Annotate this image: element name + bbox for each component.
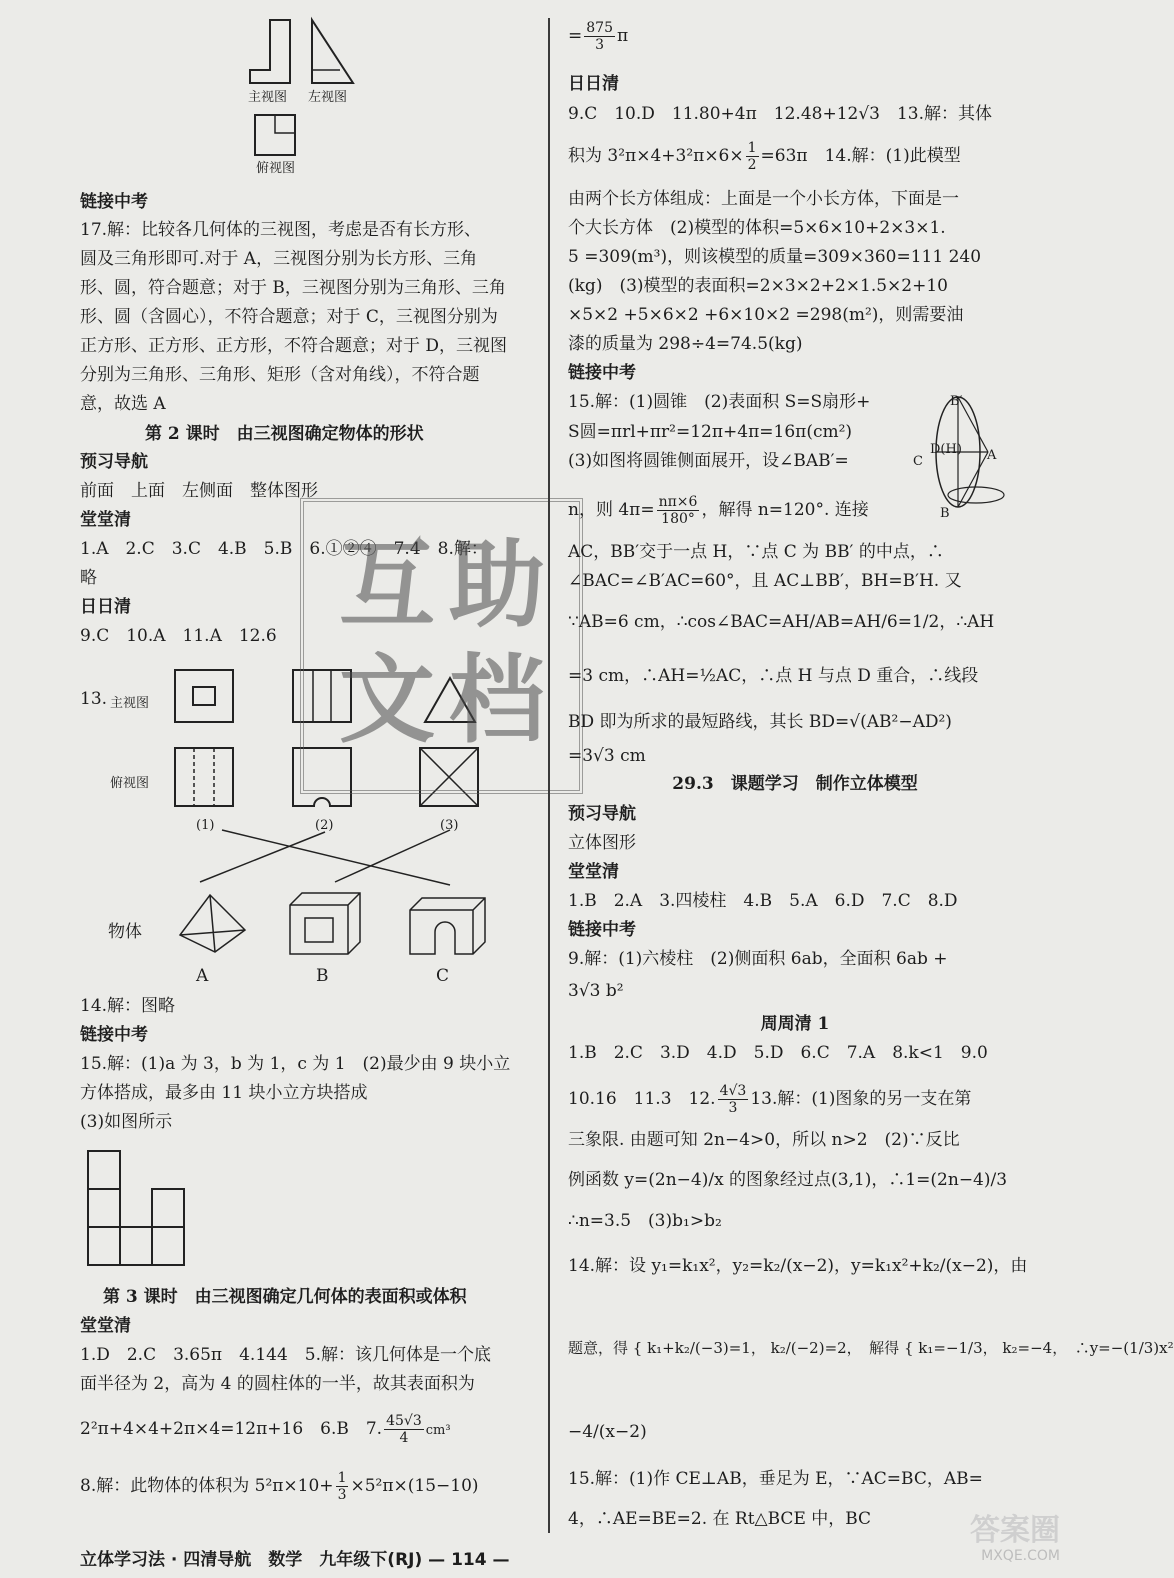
l3-line4-b: ×5²π×(15−10): [350, 1476, 479, 1496]
tangtang-heading: 堂堂清: [80, 510, 131, 530]
q17-line: 形、圆，符合题意；对于 B，三视图分别为三角形、三角: [80, 278, 506, 298]
site-watermark-url: MXQE.COM: [981, 1548, 1060, 1564]
equals: =: [568, 26, 583, 46]
riri-heading-right: 日日清: [568, 74, 619, 94]
right-line-12: [568, 494, 869, 527]
denominator: 180°: [661, 511, 695, 527]
right-line: 由两个长方体组成：上面是一个小长方体，下面是一: [568, 189, 959, 209]
tangtang3-heading: 堂堂清: [80, 1316, 131, 1336]
fig1-label-left: 左视图: [308, 90, 348, 105]
right-line: BD 即为所求的最短路线，其长 BD=√(AB²−AD²): [568, 712, 952, 732]
object-a-label: A: [196, 966, 209, 986]
right-line: (kg) (3)模型的表面积=2×3×2+2×1.5×2+10: [568, 276, 948, 296]
weekly-line: 三象限. 由题可知 2n−4>0，所以 n>2 (2)∵反比: [568, 1130, 960, 1150]
weekly-line: 题意，得 { k₁+k₂/(−3)=1， k₂/(−2)=2， 解得 { k₁=−1/3， k₂=−4， ∴y=−(1/3)x²: [568, 1339, 1174, 1357]
right-line: S圆=πrl+πr²=12π+4π=16π(cm²): [568, 422, 853, 442]
numerator: 1: [747, 140, 757, 156]
q15-block-figure: [85, 1148, 195, 1273]
right-line: 个大长方体 (2)模型的体积=5×6×10+2×3×1.: [568, 218, 946, 238]
preview-heading-right: 预习导航: [568, 804, 636, 824]
fraction: [718, 1083, 749, 1116]
page-footer: 立体学习法 · 四清导航 数学 九年级下(RJ) — 114 —: [80, 1550, 510, 1570]
text: 10.16 11.3 12.: [568, 1089, 716, 1109]
section-29-3-title: 29.3 课题学习 制作立体模型: [672, 774, 918, 794]
riri-heading: 日日清: [80, 597, 131, 617]
stamp-char: 档: [449, 644, 545, 756]
numerator: 45√3: [386, 1413, 422, 1429]
link-exam-heading-right: 链接中考: [568, 363, 636, 383]
right-line: 3√3 b²: [568, 981, 624, 1001]
l3-line-4: [80, 1470, 479, 1503]
q17-line: 17.解：比较各几何体的三视图，考虑是否有长方形、: [80, 220, 482, 240]
right-line: ∠BAC=∠B′AC=60°，且 AC⊥BB′，BH=B′H. 又: [568, 571, 962, 591]
object-b-label: B: [316, 966, 329, 986]
q13-label: 13.: [80, 689, 108, 709]
fig-num-2: (2): [315, 818, 334, 833]
fraction: [336, 1470, 349, 1503]
weekly-line: 例函数 y=(2n−4)/x 的图象经过点(3,1)，∴1=(2n−4)/3: [568, 1170, 1008, 1190]
object-label: 物体: [108, 922, 142, 942]
denominator: 2: [747, 157, 757, 173]
unit: cm³: [425, 1423, 451, 1438]
top-result: [568, 20, 628, 53]
q14-text: 14.解：图略: [80, 996, 176, 1016]
column-divider: [548, 18, 550, 1533]
q17-line: 分别为三角形、三角形、矩形（含对角线），不符合题: [80, 365, 480, 385]
weekly-line-2: [568, 1083, 971, 1116]
riri-answers: 9.C 10.A 11.A 12.6: [80, 626, 277, 646]
cone-label: D(H): [930, 442, 962, 457]
cone-label: B′: [950, 394, 963, 409]
link-exam-heading-right-2: 链接中考: [568, 920, 636, 940]
text: 积为 3²π×4+3²π×6×: [568, 146, 744, 166]
main-view-label: 主视图: [110, 696, 150, 711]
fig1-label-top: 俯视图: [256, 161, 296, 176]
fig1-label-main: 主视图: [248, 90, 288, 105]
preview-answer-right: 立体图形: [568, 833, 636, 853]
text: ，解得 n=120°. 连接: [701, 500, 869, 520]
l3-line: 面半径为 2，高为 4 的圆柱体的一半，故其表面积为: [80, 1374, 475, 1394]
right-line: ×5×2 +5×6×2 +6×10×2 =298(m²)，则需要油: [568, 305, 964, 325]
text: n，则 4π=: [568, 500, 655, 520]
denominator: 4: [399, 1430, 409, 1446]
numerator: 875: [586, 20, 613, 36]
pi: π: [616, 26, 629, 46]
fraction: [384, 1413, 424, 1446]
text: 13.解：(1)图象的另一支在第: [750, 1089, 972, 1109]
q17-line: 形、圆（含圆心），不符合题意；对于 C，三视图分别为: [80, 307, 498, 327]
q15-line: (3)如图所示: [80, 1112, 173, 1132]
fig-num-1: (1): [196, 818, 215, 833]
link-exam-heading: 链接中考: [80, 192, 148, 212]
denominator: 3: [595, 37, 605, 53]
lesson3-title: 第 3 课时 由三视图确定几何体的表面积或体积: [103, 1287, 467, 1307]
tangtang-answers: 1.A 2.C 3.C 4.B 5.B 6.①②④ 7.4 8.解：: [80, 539, 488, 559]
object-c-label: C: [436, 966, 450, 986]
text: =63π 14.解：(1)此模型: [760, 146, 961, 166]
stamp-char: 助: [449, 529, 545, 641]
right-line: (3)如图将圆锥侧面展开，设∠BAB′=: [568, 451, 849, 471]
q17-line: 意，故选 A: [80, 394, 166, 414]
l3-line4-a: 8.解：此物体的体积为 5²π×10+: [80, 1476, 334, 1496]
q15-line: 方体搭成，最多由 11 块小立方块搭成: [80, 1083, 368, 1103]
right-line: 9.解：(1)六棱柱 (2)侧面积 6ab，全面积 6ab +: [568, 949, 948, 969]
lue-text: 略: [80, 568, 97, 588]
right-line: =3√3 cm: [568, 746, 646, 766]
q17-line: 圆及三角形即可.对于 A，三视图分别为长方形、三角: [80, 249, 478, 269]
q17-line: 正方形、正方形、正方形，不符合题意；对于 D，三视图: [80, 336, 508, 356]
cone-label: A: [987, 448, 997, 463]
right-line: 15.解：(1)圆锥 (2)表面积 S=S扇形+: [568, 392, 871, 412]
weekly-line: 1.B 2.C 3.D 4.D 5.D 6.C 7.A 8.k<1 9.0: [568, 1043, 988, 1063]
fraction: [746, 140, 759, 173]
right-line: =3 cm，∴AH=½AC，∴点 H 与点 D 重合，∴线段: [568, 666, 979, 686]
link-exam-heading-2: 链接中考: [80, 1025, 148, 1045]
numerator: nπ×6: [658, 494, 698, 510]
cone-label: C: [913, 454, 923, 469]
top-view-label: 俯视图: [110, 776, 150, 791]
fraction: [657, 494, 700, 527]
lesson2-title: 第 2 课时 由三视图确定物体的形状: [145, 424, 424, 444]
cone-label: B: [940, 506, 950, 521]
weekly-line: 15.解：(1)作 CE⊥AB，垂足为 E，∵AC=BC，AB=: [568, 1469, 983, 1489]
right-line: AC，BB′交于一点 H，∵点 C 为 BB′ 的中点，∴: [568, 542, 944, 562]
weekly-title: 周周清 1: [760, 1014, 830, 1034]
stamp-char: 文: [339, 644, 435, 756]
l3-line: 1.D 2.C 3.65π 4.144 5.解：该几何体是一个底: [80, 1345, 491, 1365]
stamp-watermark: [300, 498, 583, 794]
weekly-line: 4，∴AE=BE=2. 在 Rt△BCE 中，BC: [568, 1509, 872, 1529]
numerator: 4√3: [719, 1083, 747, 1099]
denominator: 3: [337, 1487, 347, 1503]
right-line-2: [568, 140, 961, 173]
right-line: 漆的质量为 298÷4=74.5(kg): [568, 334, 803, 354]
weekly-line: −4/(x−2): [568, 1422, 647, 1442]
right-line: 5 =309(m³)，则该模型的质量=309×360=111 240: [568, 247, 982, 267]
tangtang-answers-right: 1.B 2.A 3.四棱柱 4.B 5.A 6.D 7.C 8.D: [568, 891, 958, 911]
stamp-char: 互: [339, 529, 435, 641]
q15-line: 15.解：(1)a 为 3，b 为 1，c 为 1 (2)最少由 9 块小立: [80, 1054, 511, 1074]
fraction: [584, 20, 615, 53]
l3-line-3: [80, 1413, 451, 1446]
denominator: 3: [728, 1100, 738, 1116]
weekly-line: ∴n=3.5 (3)b₁>b₂: [568, 1211, 722, 1231]
preview-heading: 预习导航: [80, 452, 148, 472]
right-line: ∵AB=6 cm，∴cos∠BAC=AH/AB=AH/6=1/2，∴AH: [568, 612, 995, 632]
numerator: 1: [337, 1470, 347, 1486]
l3-line3-text: 2²π+4×4+2π×4=12π+16 6.B 7.: [80, 1419, 383, 1439]
fig-num-3: (3): [440, 818, 459, 833]
site-watermark: 答案圈: [970, 1513, 1060, 1548]
tangtang-heading-right: 堂堂清: [568, 862, 619, 882]
preview-answers: 前面 上面 左侧面 整体图形: [80, 481, 318, 501]
weekly-line: 14.解：设 y₁=k₁x²，y₂=k₂/(x−2)，y=k₁x²+k₂/(x−2)，由: [568, 1256, 1028, 1276]
right-line: 9.C 10.D 11.80+4π 12.48+12√3 13.解：其体: [568, 104, 993, 124]
